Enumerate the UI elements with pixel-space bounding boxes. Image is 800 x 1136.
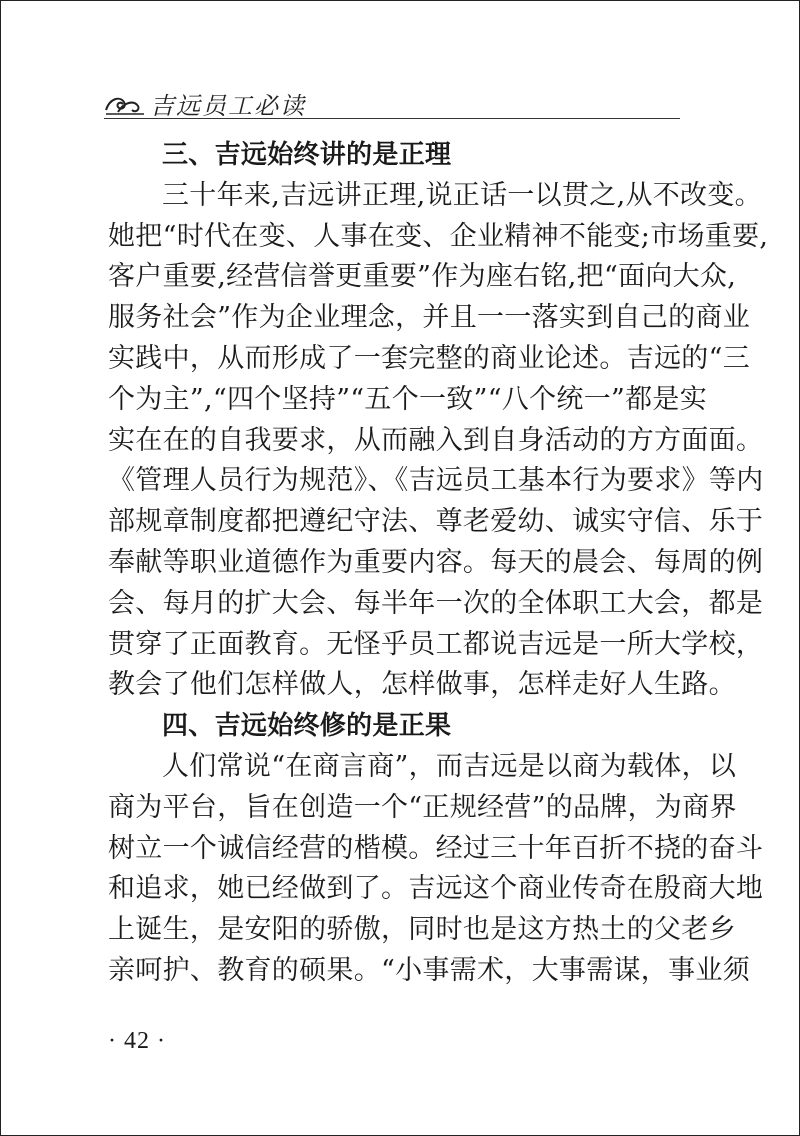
paragraph-line: 亲呵护、教育的硕果。“小事需术，大事需谋，事业须 [108,954,751,986]
paragraph-line: 教会了他们怎样做人，怎样做事，怎样走好人生路。 [108,669,736,701]
paragraph-line: 部规章制度都把遵纪守法、尊老爱幼、诚实守信、乐于 [108,506,764,538]
paragraph-line: 会、每月的扩大会、每半年一次的全体职工大会，都是 [108,587,764,619]
paragraph-line: 实践中，从而形成了一套完整的商业论述。吉远的“三 [108,342,751,374]
paragraph-line: 奉献等职业道德作为重要内容。每天的晨会、每周的例 [108,546,764,578]
paragraph-line: 服务社会”作为企业理念，并且一一落实到自己的商业 [108,302,751,334]
cloud-swirl-icon [104,88,144,116]
paragraph-line: 贯穿了正面教育。无怪乎员工都说吉远是一所大学校， [108,628,764,660]
paragraph-line: 她把“时代在变、人事在变、企业精神不能变;市场重要, [108,220,769,252]
section-heading: 四、吉远始终修的是正果 [162,711,452,742]
body-text [108,135,769,992]
header-title: 吉远员工必读 [150,92,306,120]
paragraph-line: 和追求，她已经做到了。吉远这个商业传奇在殷商大地 [108,873,764,905]
paragraph-line: 个为主”,“四个坚持”“五个一致”“八个统一”都是实 [108,383,708,415]
paragraph-line: 上诞生，是安阳的骄傲，同时也是这方热土的父老乡 [108,914,736,946]
page-number: · 42 · [108,1028,166,1054]
paragraph-line: 人们常说“在商言商”，而吉远是以商为载体，以 [162,750,737,782]
running-header [104,84,684,120]
paragraph-line: 树立一个诚信经营的楷模。经过三十年百折不挠的奋斗 [108,832,764,864]
paragraph-line: 三十年来,吉远讲正理,说正话一以贯之,从不改变。 [162,179,762,211]
paragraph-line: 客户重要,经营信誉更重要”作为座右铭,把“面向大众, [108,261,737,293]
paragraph-line: 商为平台，旨在创造一个“正规经营”的品牌，为商界 [108,791,737,823]
paragraph-line: 实在在的自我要求，从而融入到自身活动的方方面面。 [108,424,764,456]
header-divider [104,118,680,119]
section-heading: 三、吉远始终讲的是正理 [162,140,452,170]
paragraph-line: 《管理人员行为规范》、《吉远员工基本行为要求》等内 [108,465,764,497]
